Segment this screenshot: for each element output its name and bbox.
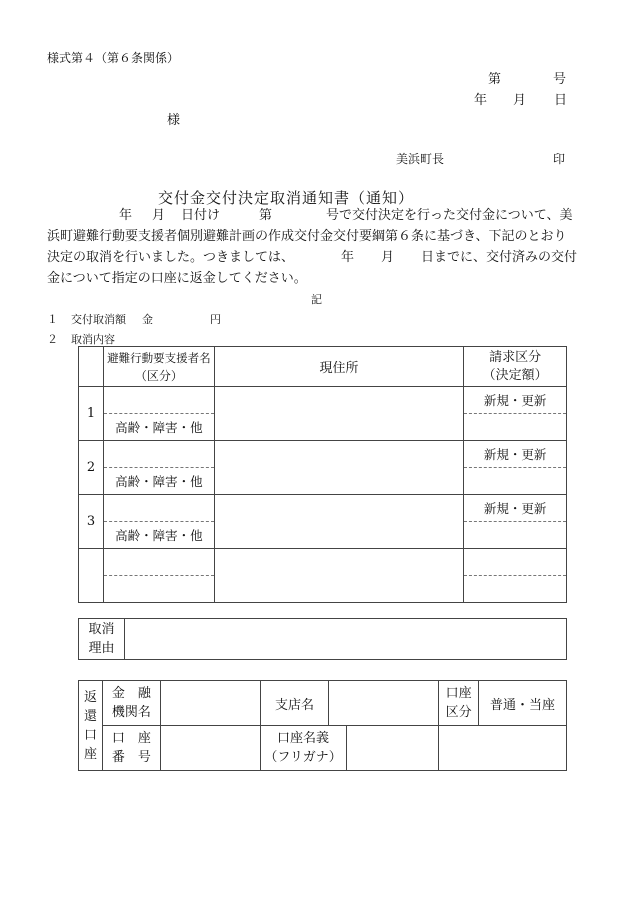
header-category-line2: （決定額） [482, 367, 548, 383]
row-number: 1 [79, 387, 104, 441]
row-seikyu: 新規・更新 [483, 501, 547, 516]
bank-name-line2: 機関名 [111, 705, 151, 720]
row-name-cell [103, 549, 214, 603]
row-kubun: 高齢・障害・他 [104, 413, 214, 440]
row-seikyu: 新規・更新 [483, 393, 547, 408]
row-category-cell [464, 495, 567, 549]
row-amount-input[interactable] [464, 521, 566, 548]
bank-name-input[interactable] [160, 681, 260, 726]
row-name-input[interactable] [104, 387, 214, 413]
row-category-cell [464, 387, 567, 441]
branch-label: 支店名 [260, 681, 329, 726]
row-address-cell[interactable] [214, 495, 463, 549]
item2-label: 取消内容 [71, 333, 115, 346]
doc-number-go: 号 [553, 72, 567, 87]
body-dai: 第 [259, 208, 273, 223]
holder-label [261, 726, 347, 770]
reason-input[interactable] [124, 619, 566, 660]
body-month: 月 [152, 208, 166, 223]
row-number: 3 [79, 495, 104, 549]
table-row-empty [79, 549, 567, 603]
account-type-line1: 口座 [445, 686, 472, 701]
row-amount-input[interactable] [464, 467, 566, 494]
account-type-line2: 区分 [445, 705, 472, 720]
row-address-cell[interactable] [214, 549, 463, 603]
addressee-suffix: 様 [167, 113, 181, 128]
item1-kin: 金 [142, 313, 153, 326]
refund-account-table [78, 680, 567, 771]
body-line3-start: 決定の取消を行いました。つきましては、 [47, 250, 295, 265]
body-line1-rest: 号で交付決定を行った交付金について、美 [326, 208, 573, 223]
table-row [79, 387, 567, 441]
row-seikyu-input[interactable] [464, 549, 566, 575]
row-kubun: 高齢・障害・他 [104, 521, 214, 548]
side-char-2: 還 [83, 708, 97, 724]
body-line3-rest: 日までに、交付済みの交付 [421, 250, 578, 265]
reason-label-line2: 理由 [88, 641, 115, 656]
document-title: 交付金交付決定取消通知書（通知） [158, 189, 415, 207]
body-line2: 浜町避難行動要支援者個別避難計画の作成交付金交付要綱第６条に基づき、下記のとおり [47, 229, 567, 244]
holder-line1: 口座名義 [277, 731, 330, 746]
row-amount-input[interactable] [464, 413, 566, 440]
bank-name-label [102, 681, 160, 726]
side-char-3: 口 [83, 727, 97, 743]
table-row [79, 495, 567, 549]
row-number: 2 [79, 441, 104, 495]
header-category-cell [464, 347, 567, 387]
account-number-input[interactable] [160, 726, 260, 771]
item2-number: ２ [47, 333, 58, 346]
reason-table [78, 618, 567, 660]
header-name-line1: 避難行動要支援者名 [107, 350, 211, 365]
header-category-line1: 請求区分 [489, 349, 542, 365]
branch-input[interactable] [329, 681, 439, 726]
row-kubun: 高齢・障害・他 [104, 467, 214, 494]
cancellation-table [78, 346, 567, 603]
holder-input-left[interactable] [347, 726, 439, 770]
holder-line2: （フリガナ） [264, 750, 342, 765]
row-number [79, 549, 104, 603]
table-header-row [79, 347, 567, 387]
date-year: 年 [474, 93, 488, 108]
bank-name-line1: 金 融 [111, 686, 151, 701]
row-name-input[interactable] [104, 441, 214, 467]
row-kubun-input[interactable] [104, 575, 214, 602]
row-name-cell [103, 441, 214, 495]
reason-label-line1: 取消 [88, 622, 115, 637]
ki-label: 記 [311, 293, 322, 306]
date-month: 月 [513, 93, 527, 108]
holder-input[interactable] [439, 726, 567, 771]
item1-label: 交付取消額 [71, 313, 126, 326]
row-address-cell[interactable] [214, 441, 463, 495]
body-date-suffix: 日付け [181, 208, 221, 223]
row-name-input[interactable] [104, 549, 214, 575]
account-type-label [439, 681, 479, 726]
account-type-value[interactable]: 普通・当座 [479, 681, 567, 726]
refund-account-side-label [79, 681, 103, 771]
issuer-name: 美浜町長 [396, 152, 445, 166]
row-seikyu: 新規・更新 [483, 447, 547, 462]
row-name-input[interactable] [104, 495, 214, 521]
header-name-line2: （区分） [134, 368, 183, 383]
header-address: 現住所 [214, 347, 463, 387]
row-name-cell [103, 387, 214, 441]
body-line3-month: 月 [381, 250, 395, 265]
holder-cell [260, 726, 439, 771]
row-address-cell[interactable] [214, 387, 463, 441]
item1-number: １ [47, 313, 58, 326]
account-number-line1: 口 座 [111, 731, 151, 746]
doc-number-dai: 第 [488, 72, 502, 87]
row-category-cell [464, 549, 567, 603]
row-name-cell [103, 495, 214, 549]
table-row [79, 441, 567, 495]
row-amount-input[interactable] [464, 575, 566, 602]
body-line3-year: 年 [341, 250, 355, 265]
side-char-4: 座 [83, 746, 97, 762]
reason-label-cell [79, 619, 125, 660]
item1-yen: 円 [210, 313, 221, 326]
issuer-seal: 印 [553, 152, 566, 166]
account-number-line2: 番 号 [111, 750, 151, 765]
account-number-label [102, 726, 160, 771]
body-year: 年 [119, 208, 133, 223]
side-char-1: 返 [83, 689, 97, 705]
date-day: 日 [554, 93, 568, 108]
form-number-label: 様式第４（第６条関係） [47, 51, 180, 65]
header-name-cell [103, 347, 214, 387]
body-line4: 金について指定の口座に返金してください。 [47, 271, 307, 286]
row-category-cell [464, 441, 567, 495]
